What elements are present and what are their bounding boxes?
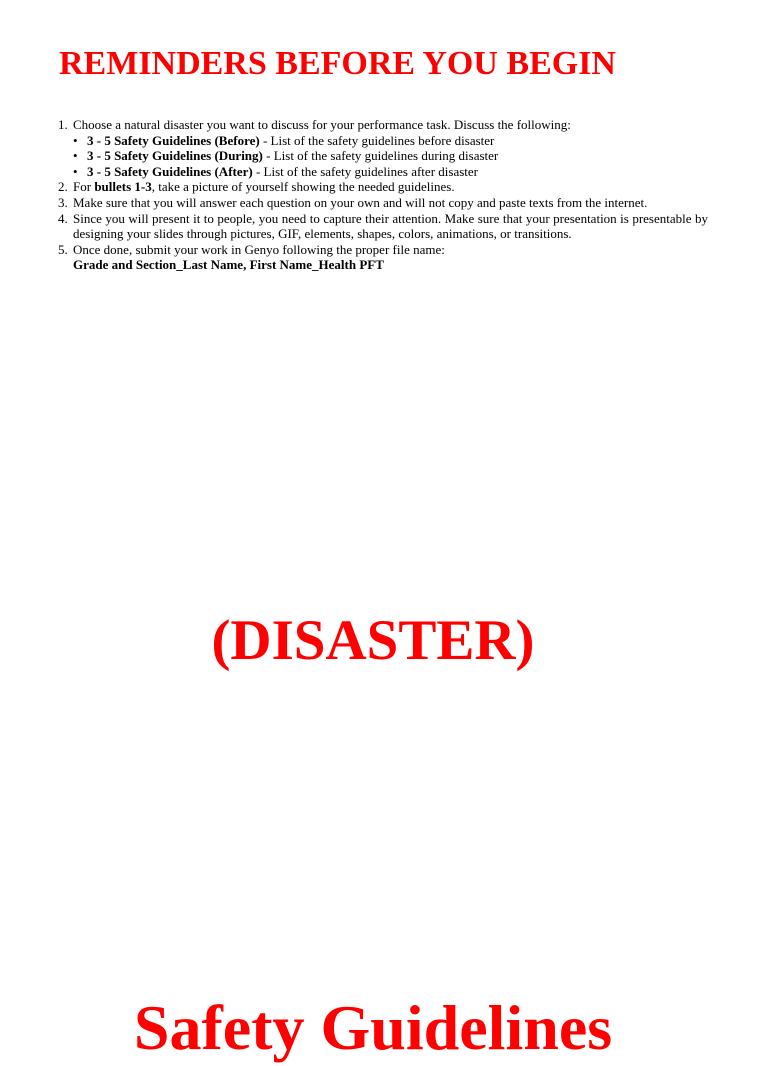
instruction-number: 2. — [58, 179, 68, 195]
sublist-item-after — [73, 164, 708, 180]
instruction-text: Since you will present it to people, you need to capture their attention. Make sure that your presentation is presentable by designing your slides through pictures, GIF, elements, shapes, colors, animations, or transitions. — [73, 210, 708, 242]
instruction-item-4 — [56, 211, 708, 242]
instruction-number: 3. — [58, 194, 68, 210]
bullet-icon: • — [73, 148, 78, 164]
sublist-item-text: - List of the safety guidelines during disaster — [262, 148, 499, 164]
instruction-item-3 — [56, 195, 708, 211]
bullet-icon: • — [73, 132, 78, 148]
sublist-item-bold: 3 - 5 Safety Guidelines (During) — [87, 148, 263, 164]
instruction-text-pre: For — [73, 179, 95, 195]
instruction-text-bold: bullets 1-3 — [94, 179, 152, 195]
bullet-icon: • — [73, 163, 78, 179]
file-name-format: Grade and Section_Last Name, First Name_Health PFT — [73, 257, 384, 273]
instructions-list — [56, 117, 708, 273]
sublist-item-bold: 3 - 5 Safety Guidelines (After) — [87, 163, 253, 179]
instruction-item-5 — [56, 242, 708, 273]
page-title: REMINDERS BEFORE YOU BEGIN — [59, 45, 616, 82]
sublist-item-text: - List of the safety guidelines after disaster — [252, 163, 478, 179]
instruction-number: 5. — [58, 241, 68, 257]
instruction-number: 1. — [58, 117, 68, 132]
safety-guidelines-heading: Safety Guidelines — [133, 992, 613, 1063]
sublist-item-during — [73, 148, 708, 164]
instruction-item-2 — [56, 179, 708, 195]
sublist-item-text: - List of the safety guidelines before disaster — [259, 132, 495, 148]
sublist-item-bold: 3 - 5 Safety Guidelines (Before) — [87, 132, 260, 148]
instruction-text: Choose a natural disaster you want to discuss for your performance task. Discuss the following: — [73, 117, 571, 132]
sublist-item-before — [73, 133, 708, 149]
instruction-text: Make sure that you will answer each question on your own and will not copy and paste texts from the internet. — [73, 194, 648, 210]
instruction-item-1 — [56, 117, 708, 179]
instruction-text: Once done, submit your work in Genyo following the proper file name: — [73, 241, 445, 257]
disaster-heading: (DISASTER) — [211, 609, 535, 672]
instruction-text-post: , take a picture of yourself showing the needed guidelines. — [151, 179, 455, 195]
guidelines-sublist — [73, 133, 708, 180]
instruction-number: 4. — [58, 210, 68, 226]
